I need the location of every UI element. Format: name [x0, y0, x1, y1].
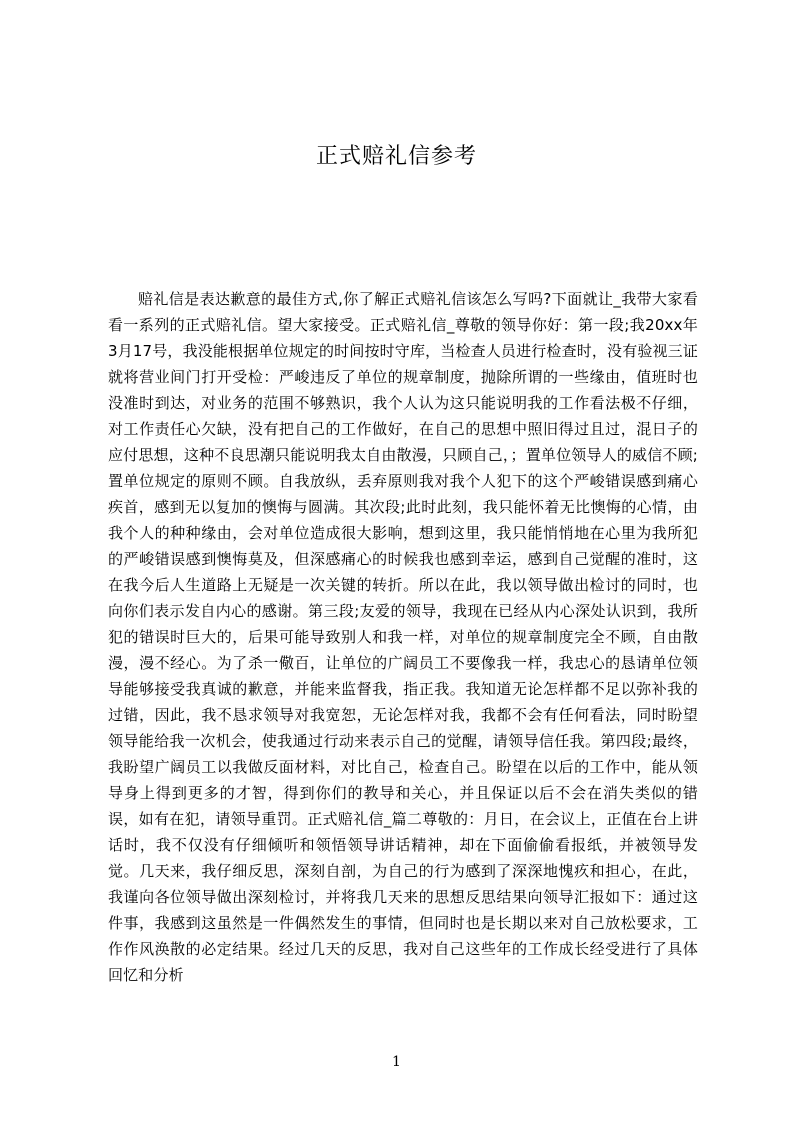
page-number: 1: [392, 1054, 401, 1070]
document-body-paragraph: 赔礼信是表达歉意的最佳方式,你了解正式赔礼信该怎么写吗?下面就让_我带大家看看一系列的正式赔礼信。望大家接受。正式赔礼信_尊敬的领导你好：第一段;我20xx年3月17号，我没能根据单位规定的时间按时守库，当检查人员进行检查时，没有验视三证就将营业间门打开受检：严峻违反了单位的规章制度，抛除所谓的一些缘由，值班时也没准时到达，对业务的范围不够熟识，我个人认为这只能说明我的工作看法极不仔细，对工作责任心欠缺，没有把自己的工作做好，在自己的思想中照旧得过且过，混日子的应付思想，这种不良思潮只能说明我太自由散漫，只顾自己，；置单位领导人的威信不顾;置单位规定的原则不顾。自我放纵，丢弃原则我对我个人犯下的这个严峻错误感到痛心疾首，感到无以复加的懊悔与圆满。其次段;此时此刻，我只能怀着无比懊悔的心情，由我个人的种种缘由，会对单位造成很大影响，想到这里，我只能悄悄地在心里为我所犯的严峻错误感到懊悔莫及，但深感痛心的时候我也感到幸运，感到自己觉醒的准时，这在我今后人生道路上无疑是一次关键的转折。所以在此，我以领导做出检讨的同时，也向你们表示发自内心的感谢。第三段;友爱的领导，我现在已经从内心深处认识到，我所犯的错误时巨大的，后果可能导致别人和我一样，对单位的规章制度完全不顾，自由散漫，漫不经心。为了杀一儆百，让单位的广阔员工不要像我一样，我忠心的恳请单位领导能够接受我真诚的歉意，并能来监督我，指正我。我知道无论怎样都不足以弥补我的过错，因此，我不恳求领导对我宽恕，无论怎样对我，我都不会有任何看法，同时盼望领导能给我一次机会，使我通过行动来表示自己的觉醒，请领导信任我。第四段;最终，我盼望广阔员工以我做反面材料，对比自己，检查自己。盼望在以后的工作中，能从领导身上得到更多的才智，得到你们的教导和关心，并且保证以后不会在消失类似的错误，如有在犯，请领导重罚。正式赔礼信_篇二尊敬的：月日，在会议上，正值在台上讲话时，我不仅没有仔细倾听和领悟领导讲话精神，却在下面偷偷看报纸，并被领导发觉。几天来，我仔细反思，深刻自剖，为自己的行为感到了深深地愧疚和担心，在此，我谨向各位领导做出深刻检讨，并将我几天来的思想反思结果向领导汇报如下：通过这件事，我感到这虽然是一件偶然发生的事情，但同时也是长期以来对自己放松要求，工作作风涣散的必定结果。经过几天的反思，我对自己这些年的工作成长经受进行了具体回忆和分析: [108, 290, 698, 984]
document-title: 正式赔礼信参考: [315, 144, 477, 169]
